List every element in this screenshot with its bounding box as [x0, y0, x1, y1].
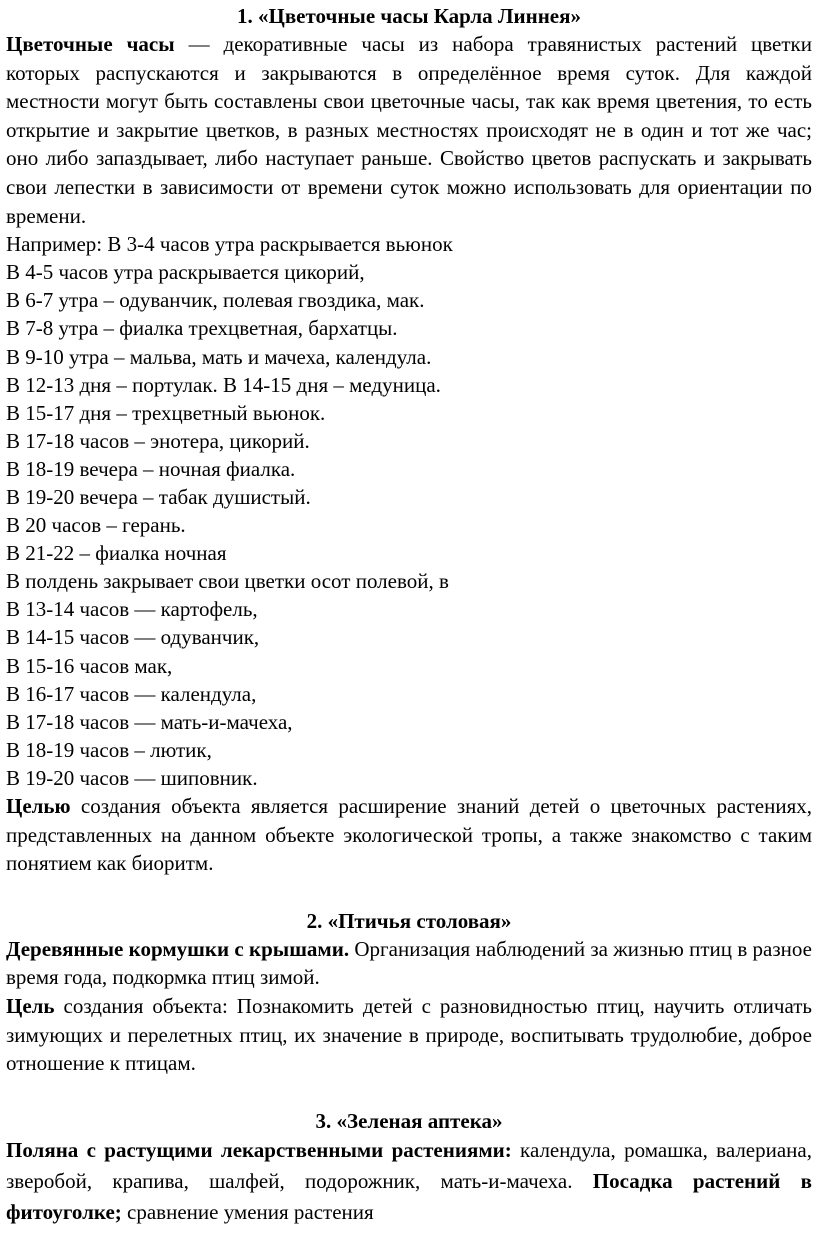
section-2-intro-text: Организация наблюдений за жизнью птиц в разное время года, подкормка птиц зимой. — [6, 936, 812, 990]
schedule-line: В полдень закрывает свои цветки осот полевой, в — [6, 569, 449, 594]
schedule-line: В 20 часов – герань. — [6, 513, 186, 538]
schedule-line: В 9-10 утра – мальва, мать и мачеха, календула. — [6, 344, 432, 369]
schedule-line: В 19-20 вечера – табак душистый. — [6, 485, 311, 509]
section-1-goal-term: Целью — [6, 794, 71, 819]
schedule-line: В 6-7 утра – одуванчик, полевая гвоздика, мак. — [6, 288, 425, 313]
section-1-intro — [6, 30, 812, 230]
section-2-goal-term: Цель — [6, 994, 55, 1018]
schedule-line: Например: В 3-4 часов утра раскрывается вьюнок — [6, 232, 453, 257]
schedule-line: В 17-18 часов – энотера, цикорий. — [6, 428, 310, 453]
schedule-line: В 18-19 вечера – ночная фиалка. — [6, 456, 296, 481]
schedule-line: В 12-13 дня – портулак. В 14-15 дня – медуница. — [6, 372, 441, 397]
schedule-line: В 15-16 часов мак, — [6, 653, 173, 678]
section-2-intro-term: Деревянные кормушки с крышами. — [6, 936, 350, 961]
section-1-heading: 1. «Цветочные часы Карла Линнея» — [237, 4, 581, 28]
section-2-goal-text: создания объекта: Познакомить детей с разновидностью птиц, научить отличать зимующих и перелетных птиц, их значение в природе, воспитывать трудолюбие, доброе отношение к птицам. — [6, 994, 812, 1076]
schedule-line: В 19-20 часов — шиповник. — [6, 765, 258, 790]
section-3-intro-text: календула, ромашка, валериана, зверобой, крапива, шалфей, подорожник, мать-и-мачеха. — [6, 1137, 812, 1193]
schedule-line: В 15-17 дня – трехцветный вьюнок. — [6, 400, 326, 425]
schedule-line: В 7-8 утра – фиалка трехцветная, бархатцы. — [6, 316, 398, 341]
section-3-intro-term: Поляна с растущими лекарственными растениями: — [6, 1137, 512, 1162]
section-1-intro-text: — декоративные часы из набора травянистых растений цветки которых распускаются и закрываются в определённое время суток. Для каждой местности могут быть составлены свои цветочные часы, так как время цветения, то есть открытие и закрытие цветков, в разных местностях происходят не в один и тот же час; оно либо запаздывает, либо наступает раньше. Свойство цветов распускать и закрывать свои лепестки в зависимости от времени суток можно использовать для ориентации по времени. — [6, 32, 812, 228]
schedule-line: В 18-19 часов – лютик, — [6, 737, 212, 762]
section-3-intro — [6, 1135, 812, 1228]
section-2-goal — [6, 992, 812, 1078]
section-1-goal-text: создания объекта является расширение знаний детей о цветочных растениях, представленных на данном объекте экологической тропы, а также знакомство с таким понятием как биоритм. — [6, 794, 812, 876]
section-3-planting-text: сравнение умения растения — [121, 1199, 374, 1224]
schedule-line: В 16-17 часов — календула, — [6, 681, 257, 706]
section-3-heading: 3. «Зеленая аптека» — [315, 1108, 503, 1133]
section-spacer — [6, 1078, 812, 1107]
document-page — [6, 2, 812, 1228]
schedule-line: В 14-15 часов — одуванчик, — [6, 625, 260, 650]
section-1-goal — [6, 792, 812, 878]
section-3-planting-term: Посадка растений в фитоуголке; — [6, 1168, 813, 1224]
section-2-intro — [6, 935, 812, 992]
section-spacer — [6, 878, 812, 907]
schedule-line: В 17-18 часов — мать-и-мачеха, — [6, 709, 293, 734]
flower-schedule-list — [6, 230, 812, 792]
section-1-intro-term: Цветочные часы — [6, 32, 175, 56]
section-2-heading: 2. «Птичья столовая» — [306, 908, 512, 933]
schedule-line: В 13-14 часов — картофель, — [6, 597, 258, 622]
schedule-line: В 21-22 – фиалка ночная — [6, 541, 227, 566]
schedule-line: В 4-5 часов утра раскрывается цикорий, — [6, 260, 365, 285]
